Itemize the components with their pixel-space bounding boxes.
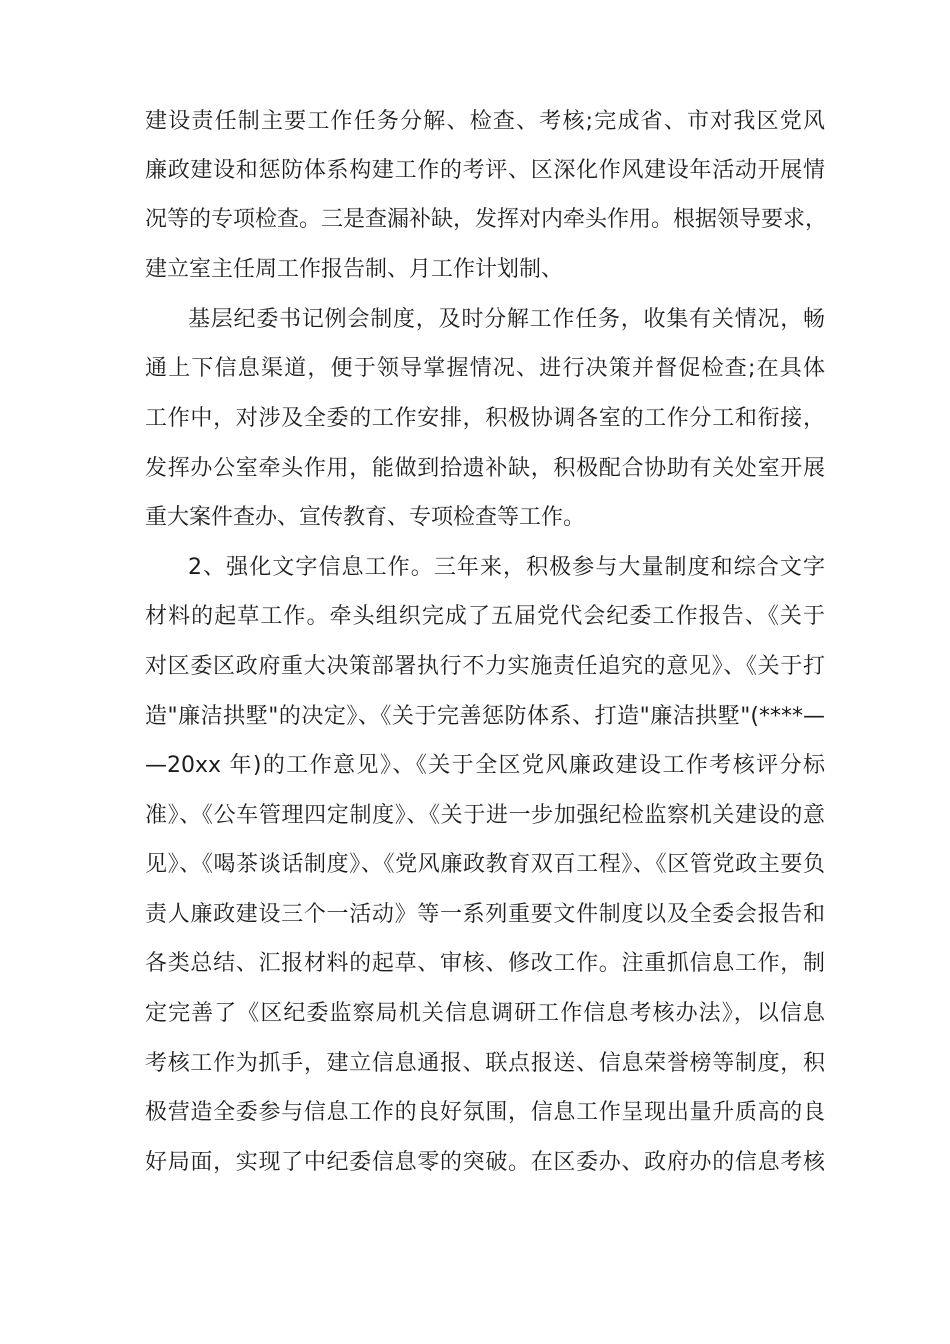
text-line: 材料的起草工作。牵头组织完成了五届党代会纪委工作报告、《关于 xyxy=(145,604,825,629)
text-line: 建设责任制主要工作任务分解、检查、考核;完成省、市对我区党风 xyxy=(145,109,825,134)
text-line: 通上下信息渠道，便于领导掌握情况、进行决策并督促检查;在具体 xyxy=(145,356,825,381)
text-line: 好局面，实现了中纪委信息零的突破。在区委办、政府办的信息考核 xyxy=(145,1150,825,1175)
text-line: 廉政建设和惩防体系构建工作的考评、区深化作风建设年活动开展情 xyxy=(145,158,825,183)
paragraph-first-line: 基层纪委书记例会制度，及时分解工作任务，收集有关情况，畅 xyxy=(188,307,825,332)
text-line: 对区委区政府重大决策部署执行不力实施责任追究的意见》、《关于打 xyxy=(145,654,825,679)
text-line: 定完善了《区纪委监察局机关信息调研工作信息考核办法》，以信息 xyxy=(145,1001,825,1026)
text-line: 准》、《公车管理四定制度》、《关于进一步加强纪检监察机关建设的意 xyxy=(145,803,825,828)
text-line: 见》、《喝茶谈话制度》、《党风廉政教育双百工程》、《区管党政主要负 xyxy=(145,852,825,877)
text-line: 造"廉洁拱墅"的决定》、《关于完善惩防体系、打造"廉洁拱墅"(****— xyxy=(145,704,825,729)
text-line: 责人廉政建设三个一活动》等一系列重要文件制度以及全委会报告和 xyxy=(145,902,825,927)
text-line: 工作中，对涉及全委的工作安排，积极协调各室的工作分工和衔接， xyxy=(145,406,825,431)
text-line: 考核工作为抓手，建立信息通报、联点报送、信息荣誉榜等制度，积 xyxy=(145,1051,825,1076)
text-line: 况等的专项检查。三是查漏补缺，发挥对内牵头作用。根据领导要求， xyxy=(145,207,828,232)
text-line: 建立室主任周工作报告制、月工作计划制、 xyxy=(145,257,564,282)
text-line: 重大案件查办、宣传教育、专项检查等工作。 xyxy=(145,505,586,530)
text-line: 各类总结、汇报材料的起草、审核、修改工作。注重抓信息工作，制 xyxy=(145,951,825,976)
text-line: —20xx 年)的工作意见》、《关于全区党风廉政建设工作考核评分标 xyxy=(145,753,825,778)
text-line: 极营造全委参与信息工作的良好氛围，信息工作呈现出量升质高的良 xyxy=(145,1100,825,1125)
paragraph-first-line: 2、强化文字信息工作。三年来，积极参与大量制度和综合文字 xyxy=(188,555,825,580)
text-line: 发挥办公室牵头作用，能做到拾遗补缺，积极配合协助有关处室开展 xyxy=(145,456,825,481)
